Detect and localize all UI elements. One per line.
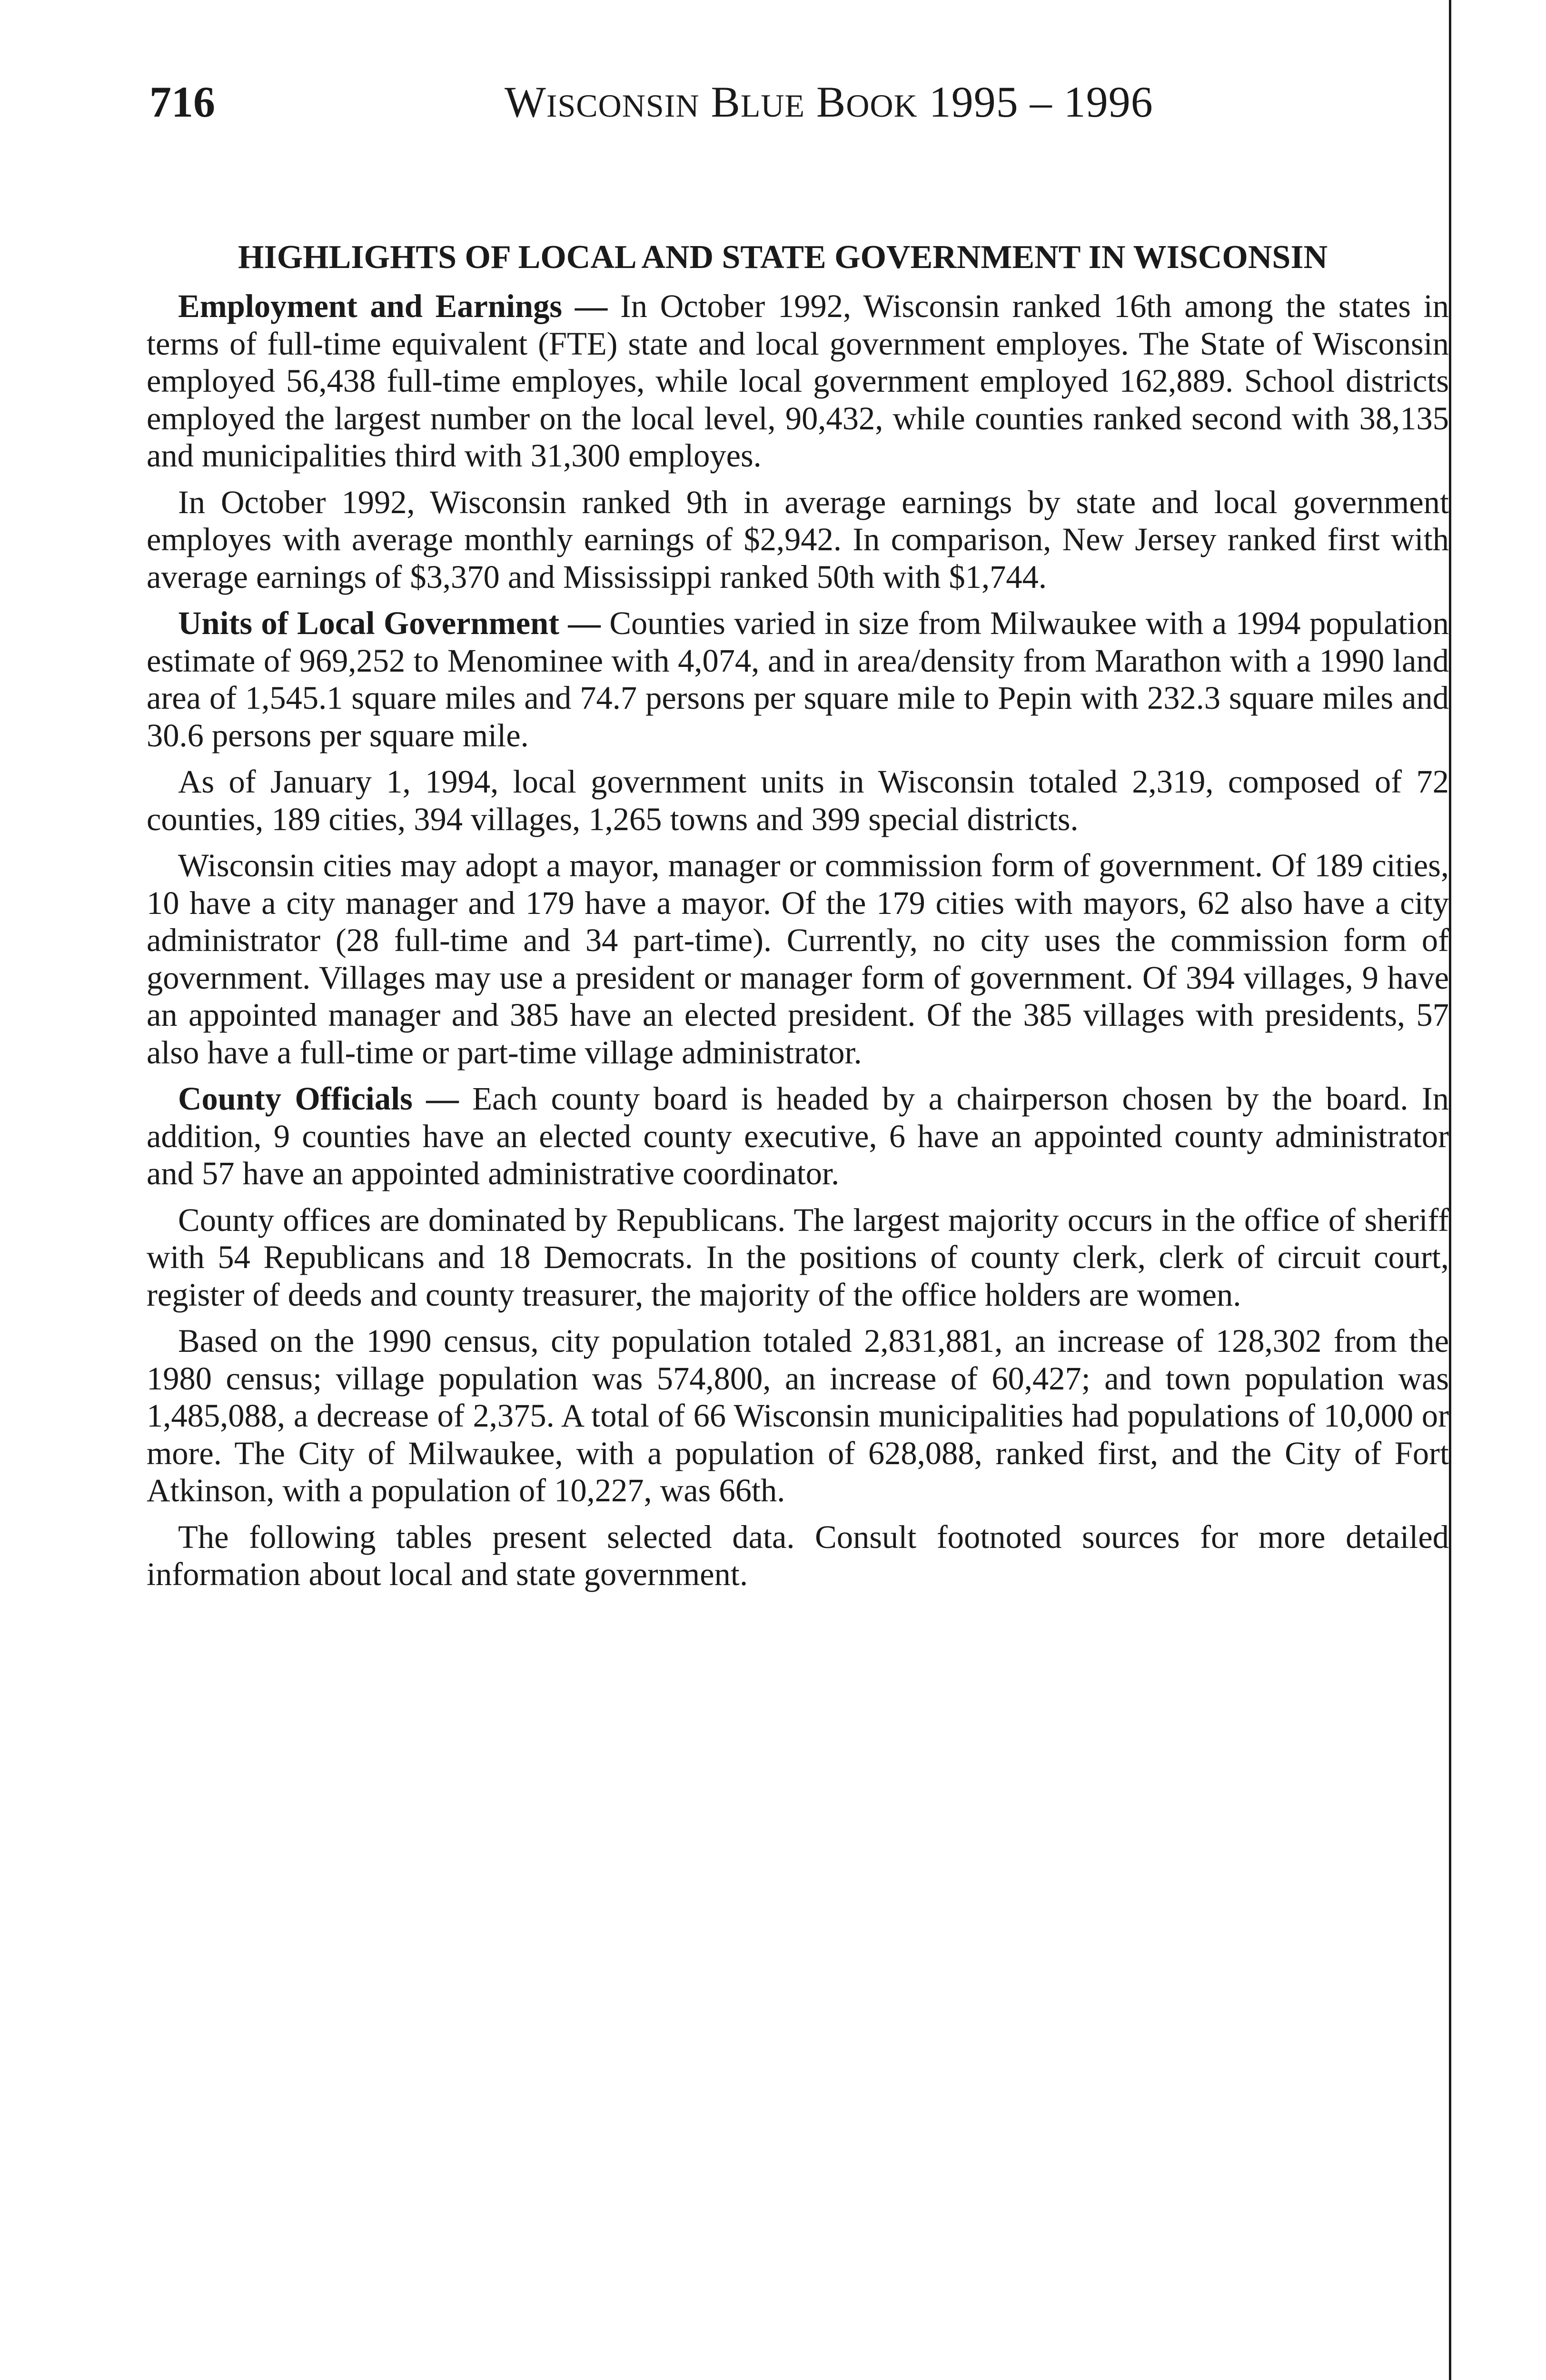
running-head-w: W: [505, 78, 546, 126]
running-head-b: B: [711, 78, 741, 126]
paragraph-text: Based on the 1990 census, city population totaled 2,831,881, an increase of 128,302 from the 1980 census; village population was 574,800, an increase of 60,427; and town population was 1,485,088, a decrease of 2,375. A total of 66 Wisconsin municipalities had populations of 10,000 or more. The City of Milwaukee, with a population of 628,088, ranked first, and the City of Fort Atkinson, with a population of 10,227, was 66th.: [147, 1323, 1449, 1508]
running-head-bk: B: [816, 78, 846, 126]
paragraph-text: The following tables present selected data. Consult footnoted sources for more detailed information about local and state government.: [147, 1518, 1449, 1592]
paragraph-county-officials: [147, 1080, 1449, 1192]
running-head-years: 1995 – 1996: [929, 78, 1153, 126]
paragraph-text: Counties varied in size from Milwaukee with a 1994 population estimate of 969,252 to Menominee with 4,074, and in area/density from Marathon with a 1990 land area of 1,545.1 square miles and 74.7 persons per square mile to Pepin with 232.3 square miles and 30.6 persons per square mile.: [147, 605, 1449, 754]
running-head-lue: LUE: [740, 88, 805, 124]
paragraph-text: Wisconsin cities may adopt a mayor, manager or commission form of government. Of 189 cities, 10 have a city manager and 179 have a mayor. Of the 179 cities with mayors, 62 also have a city administrator (28 full-time and 34 part-time). Currently, no city uses the commission form of government. Villages may use a president or manager form of government. Of 394 villages, 9 have an appointed manager and 385 have an elected president. Of the 385 villages with presidents, 57 also have a full-time or part-time village administrator.: [147, 847, 1449, 1071]
paragraph-text: As of January 1, 1994, local government units in Wisconsin totaled 2,319, composed of 72 counties, 189 cities, 394 villages, 1,265 towns and 399 special districts.: [147, 764, 1449, 837]
paragraph-text: In October 1992, Wisconsin ranked 16th among the states in terms of full-time equivalent (FTE) state and local government employes. The State of Wisconsin employed 56,438 full-time employes, while local government employed 162,889. School districts employed the largest number on the local level, 90,432, while counties ranked second with 38,135 and municipalities third with 31,300 employes.: [147, 288, 1449, 474]
paragraph-government-units-total: [147, 763, 1449, 838]
paragraph-units-local-government: [147, 605, 1449, 754]
running-head: [505, 80, 1153, 124]
running-head-isconsin: ISCONSIN: [546, 88, 700, 124]
running-head-ook: OOK: [846, 88, 918, 124]
paragraph-lead: Units of Local Government —: [178, 605, 601, 641]
paragraph-average-earnings: [147, 484, 1449, 596]
paragraph-text: County offices are dominated by Republicans. The largest majority occurs in the office of sheriff with 54 Republicans and 18 Democrats. In the positions of county clerk, clerk of circuit court, register of deeds and county treasurer, the majority of the office holders are women.: [147, 1201, 1449, 1313]
paragraph-text: In October 1992, Wisconsin ranked 9th in average earnings by state and local government employes with average monthly earnings of $2,942. In comparison, New Jersey ranked first with average earnings of $3,370 and Mississippi ranked 50th with $1,744.: [147, 484, 1449, 595]
paragraph-lead: County Officials —: [178, 1081, 459, 1117]
paragraph-text: Each county board is headed by a chairperson chosen by the board. In addition, 9 counties have an elected county executive, 6 have an appointed county administrator and 57 have an appointed administrative coordinator.: [147, 1081, 1449, 1191]
paragraph-employment-earnings: [147, 288, 1449, 475]
paragraph-county-offices: [147, 1201, 1449, 1314]
paragraph-following-tables: [147, 1518, 1449, 1593]
body-text: [147, 288, 1449, 1602]
section-title: HIGHLIGHTS OF LOCAL AND STATE GOVERNMENT IN WISCONSIN: [238, 239, 1328, 276]
paragraph-census-population: [147, 1322, 1449, 1509]
page-number: 716: [149, 78, 215, 126]
paragraph-city-village-forms: [147, 847, 1449, 1071]
page-edge-rule: [1449, 0, 1451, 2380]
paragraph-lead: Employment and Earnings —: [178, 288, 608, 324]
